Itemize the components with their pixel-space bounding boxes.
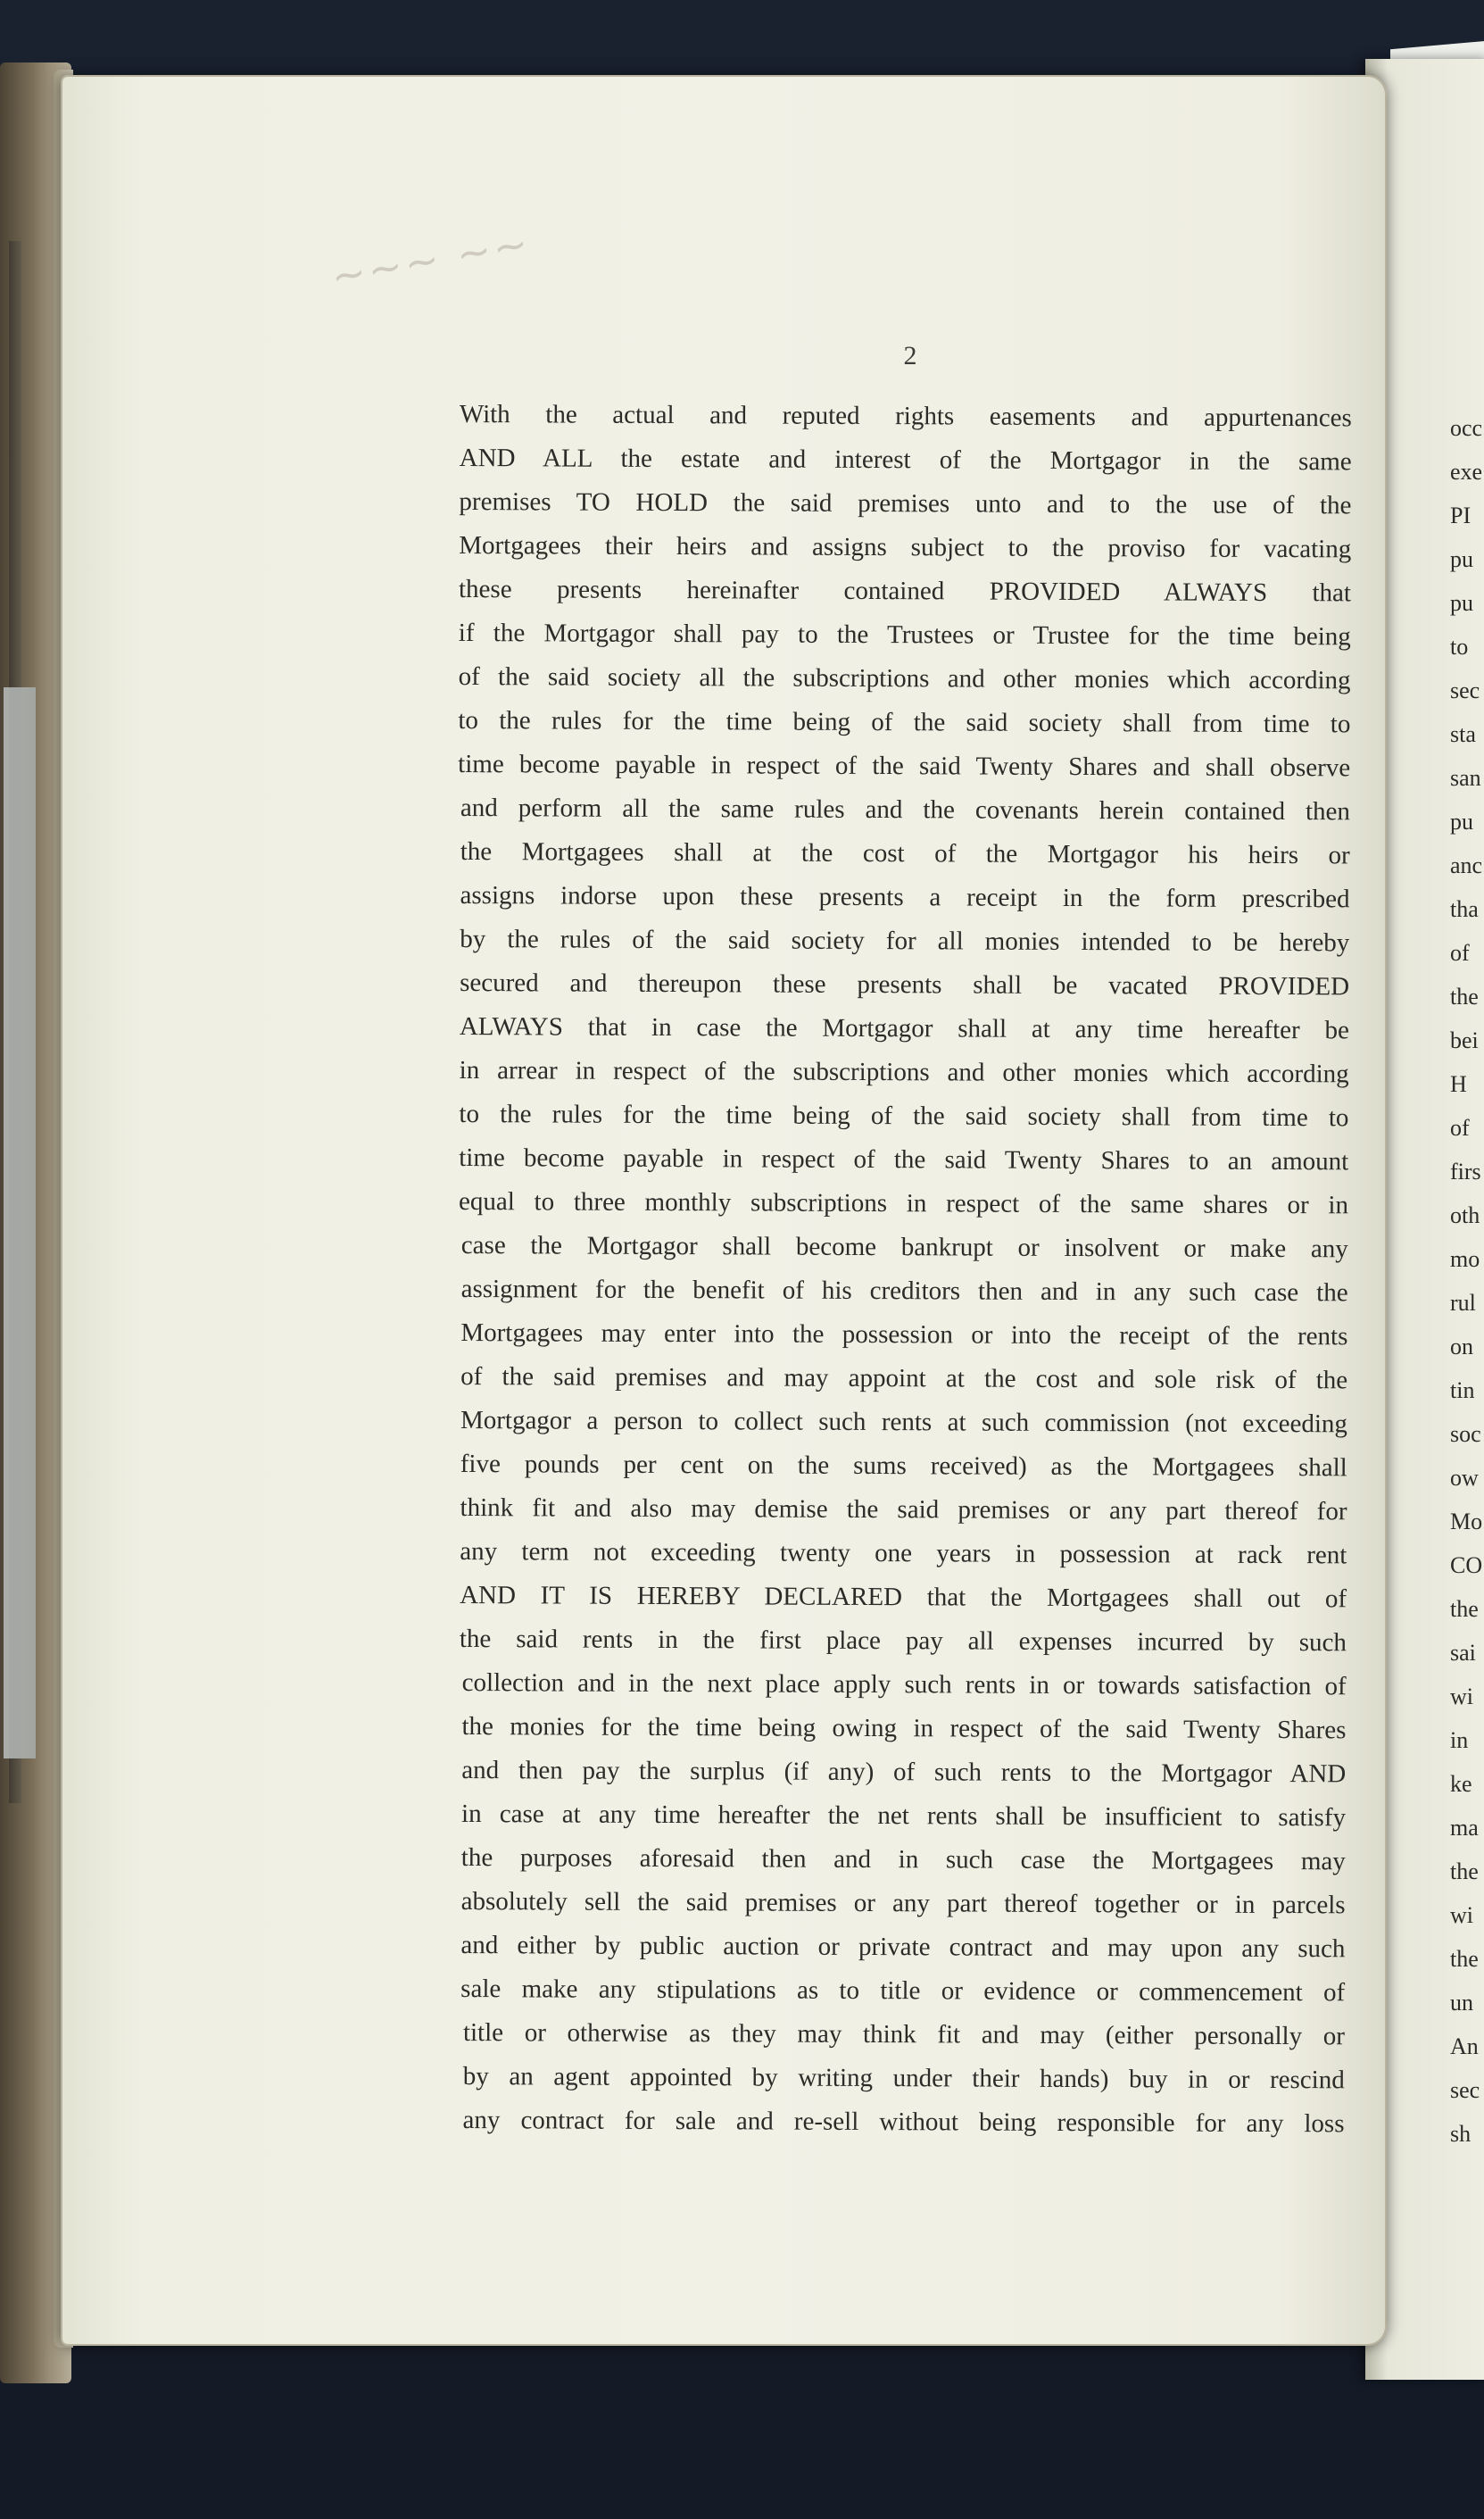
- facing-page-fragment: ke: [1450, 1771, 1472, 1797]
- facing-page-fragment: sec: [1450, 2077, 1480, 2103]
- facing-page-fragment: pu: [1450, 590, 1473, 616]
- text-line: ALWAYS that in case the Mortgagor shall at any time hereafter be: [459, 1012, 1349, 1045]
- facing-page-fragment: in: [1450, 1727, 1469, 1753]
- text-line: time become payable in respect of the said Twenty Shares and shall observe: [458, 749, 1351, 783]
- text-line: case the Mortgagor shall become bankrupt or insolvent or make any: [460, 1231, 1348, 1264]
- facing-page-fragment: H: [1450, 1071, 1467, 1097]
- text-line: of the said society all the subscriptions and other monies which according: [458, 661, 1351, 695]
- binding-label-patch: [4, 687, 36, 1758]
- text-line: these presents hereinafter contained PROVIDED ALWAYS that: [458, 574, 1352, 608]
- facing-page-fragment: of: [1450, 1115, 1470, 1141]
- facing-page-fragment: wi: [1450, 1683, 1473, 1709]
- facing-page-fragment: soc: [1450, 1421, 1481, 1447]
- text-line: Mortgagees their heirs and assigns subject to the proviso for vacating: [459, 530, 1352, 564]
- text-line: any term not exceeding twenty one years in possession at rack rent: [460, 1537, 1347, 1570]
- text-line: With the actual and reputed rights easements and appurtenances: [459, 399, 1352, 433]
- facing-page-fragment: occ: [1450, 415, 1483, 441]
- facing-page-fragment: wi: [1450, 1902, 1473, 1928]
- facing-page-fragment: sec: [1450, 678, 1480, 703]
- facing-page-fragment: on: [1450, 1334, 1473, 1359]
- text-line: to the rules for the time being of the said society shall from time to: [458, 705, 1351, 739]
- facing-page-fragment: ma: [1450, 1815, 1479, 1841]
- facing-page-fragment: of: [1450, 940, 1470, 966]
- text-line: the purposes aforesaid then and in such case the Mortgagees may: [460, 1843, 1346, 1876]
- text-line: in arrear in respect of the subscriptions and other monies which according: [459, 1056, 1349, 1089]
- facing-page-text: [1450, 406, 1484, 2156]
- text-line: and then pay the surplus (if any) of such rents to the Mortgagor AND: [461, 1756, 1347, 1789]
- facing-page-fragment: firs: [1450, 1159, 1481, 1185]
- facing-page-fragment: bei: [1450, 1027, 1479, 1053]
- facing-page-fragment: rul: [1450, 1290, 1476, 1316]
- text-line: and perform all the same rules and the covenants herein contained then: [460, 794, 1351, 827]
- facing-page-fragment: ow: [1450, 1465, 1479, 1491]
- text-line: absolutely sell the said premises or any part thereof together or in parcels: [460, 1887, 1346, 1920]
- text-line: the monies for the time being owing in respect of the said Twenty Shares: [461, 1712, 1347, 1745]
- text-line: assigns indorse upon these presents a receipt in the form prescribed: [460, 881, 1350, 914]
- text-line: the said rents in the first place pay all expenses incurred by such: [459, 1625, 1347, 1658]
- facing-page-fragment: the: [1450, 1596, 1479, 1622]
- text-line: the Mortgagees shall at the cost of the Mortgagor his heirs or: [460, 837, 1350, 870]
- text-line: in case at any time hereafter the net rents shall be insufficient to satisfy: [460, 1800, 1347, 1833]
- text-line: any contract for sale and re-sell without being responsible for any loss: [462, 2106, 1345, 2139]
- text-line: and either by public auction or private contract and may upon any such: [460, 1931, 1346, 1964]
- facing-page-fragment: the: [1450, 1946, 1479, 1972]
- text-line: Mortgagor a person to collect such rents at such commission (not exceeding: [460, 1406, 1348, 1439]
- deed-body-text: [460, 393, 1352, 2142]
- text-line: AND ALL the estate and interest of the Mortgagor in the same: [459, 443, 1352, 477]
- facing-page-fragment: CO: [1450, 1552, 1483, 1578]
- text-line: collection and in the next place apply such rents in or towards satisfaction of: [461, 1668, 1347, 1701]
- facing-page-fragment: exe: [1450, 459, 1483, 485]
- text-line: by an agent appointed by writing under their hands) buy in or rescind: [462, 2062, 1345, 2095]
- page-number: 2: [903, 341, 917, 370]
- facing-page-fragment: An: [1450, 2033, 1479, 2059]
- facing-page-fragment: pu: [1450, 546, 1473, 572]
- facing-page-fragment: san: [1450, 765, 1481, 791]
- facing-page-fragment: oth: [1450, 1202, 1480, 1228]
- text-line: assignment for the benefit of his creditors then and in any such case the: [460, 1275, 1348, 1308]
- facing-page-fragment: tha: [1450, 896, 1479, 922]
- text-line: time become payable in respect of the said Twenty Shares to an amount: [459, 1143, 1349, 1176]
- facing-page-fragment: Mo: [1450, 1509, 1483, 1534]
- facing-page-fragment: sai: [1450, 1640, 1476, 1666]
- facing-page-fragment: sta: [1450, 721, 1476, 747]
- text-line: equal to three monthly subscriptions in respect of the same shares or in: [458, 1187, 1349, 1220]
- facing-page-fragment: the: [1450, 1858, 1479, 1884]
- text-line: to the rules for the time being of the said society shall from time to: [459, 1100, 1349, 1133]
- facing-page-fragment: anc: [1450, 852, 1483, 878]
- facing-page-fragment: tin: [1450, 1377, 1475, 1403]
- text-line: AND IT IS HEREBY DECLARED that the Mortgagees shall out of: [460, 1581, 1347, 1614]
- facing-page-fragment: mo: [1450, 1246, 1480, 1272]
- text-line: title or otherwise as they may think fit and may (either personally or: [462, 2018, 1346, 2051]
- facing-page-fragment: the: [1450, 984, 1479, 1010]
- text-line: secured and thereupon these presents shall be vacated PROVIDED: [460, 969, 1350, 1002]
- text-line: by the rules of the said society for all monies intended to be hereby: [460, 925, 1350, 958]
- text-line: of the said premises and may appoint at the cost and sole risk of the: [460, 1362, 1348, 1395]
- text-lines: [452, 393, 1352, 2146]
- facing-page-fragment: sh: [1450, 2121, 1472, 2147]
- text-line: premises TO HOLD the said premises unto and to the use of the: [459, 486, 1352, 520]
- text-line: if the Mortgagor shall pay to the Trustees or Trustee for the time being: [458, 618, 1351, 652]
- facing-page-fragment: to: [1450, 634, 1469, 660]
- facing-page-fragment: PI: [1450, 503, 1472, 528]
- text-line: five pounds per cent on the sums received) as the Mortgagees shall: [460, 1450, 1347, 1483]
- text-line: Mortgagees may enter into the possession or into the receipt of the rents: [460, 1318, 1348, 1351]
- text-line: sale make any stipulations as to title or evidence or commencement of: [460, 1974, 1346, 2008]
- facing-page-fragment: pu: [1450, 809, 1473, 835]
- text-line: think fit and also may demise the said premises or any part thereof for: [460, 1493, 1347, 1526]
- pencil-annotation: ~~~ ~~: [327, 218, 535, 302]
- facing-page-fragment: un: [1450, 1990, 1473, 2016]
